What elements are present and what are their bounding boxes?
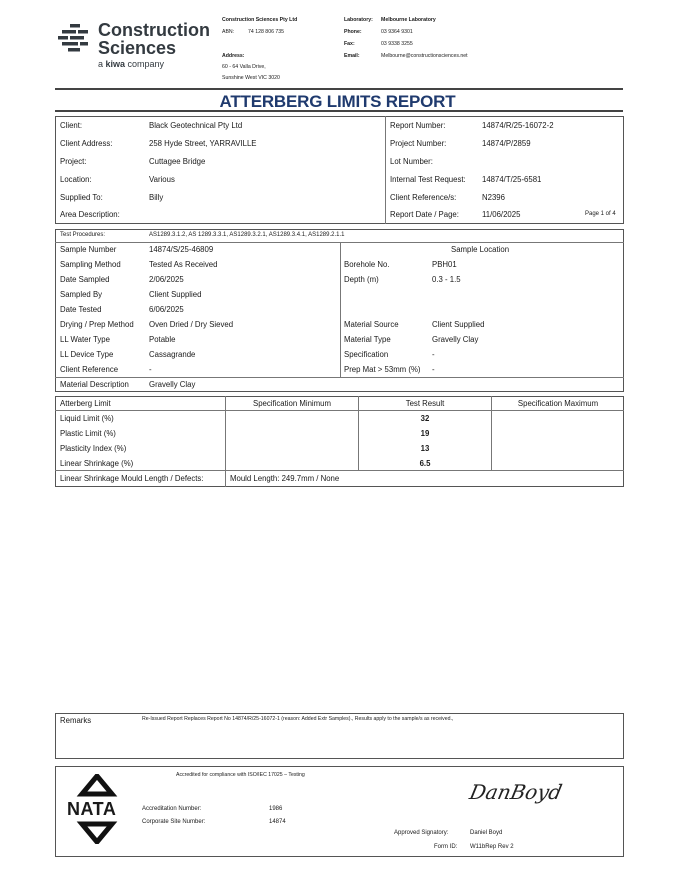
client-value: Black Geotechnical Pty Ltd [149,121,243,130]
lot-number-label: Lot Number: [390,157,433,166]
form-id-value: W11bRep Rev 2 [470,844,514,850]
construction-sciences-logo-icon [58,22,94,56]
location-field-label: Specification [344,350,389,359]
email-value[interactable]: Melbourne@constructionsciences.net [381,53,468,59]
sample-field-value: Cassagrande [149,350,196,359]
results-header-max: Specification Maximum [517,399,599,408]
project-number-label: Project Number: [390,139,447,148]
client-reference-value: N2396 [482,193,505,202]
phone-value: 03 9364 9301 [381,29,413,35]
sample-field-value: Potable [149,335,176,344]
sample-field-label: Date Tested [60,305,102,314]
project-number-value: 14874/P/2859 [482,139,531,148]
client-reference-label: Client Reference/s: [390,193,457,202]
laboratory-label: Laboratory: [344,17,373,23]
test-procedures-value: AS1289.3.1.2, AS 1289.3.3.1, AS1289.3.2.1, AS1289.3.4.1, AS1289.2.1.1 [149,232,345,238]
location-field-value: - [432,350,435,359]
sample-field-label: LL Water Type [60,335,110,344]
form-id-label: Form ID: [434,844,458,850]
supplied-to-label: Supplied To: [60,193,103,202]
page-indicator: Page 1 of 4 [585,211,616,217]
logo-name-line2: Sciences [98,38,177,58]
supplied-to-value: Billy [149,193,164,202]
location-field-value: Client Supplied [432,320,485,329]
location-field-label: Depth (m) [344,275,379,284]
corporate-site-label: Corporate Site Number: [142,819,206,825]
client-address-value: 258 Hyde Street, YARRAVILLE [149,139,257,148]
sample-field-value: - [149,365,152,374]
area-description-label: Area Description: [60,210,120,219]
location-field-value: PBH01 [432,260,457,269]
report-date-value: 11/06/2025 [482,210,521,219]
result-test-value: 19 [420,429,430,438]
sample-field-value: Tested As Received [149,260,218,269]
company-legal-name: Construction Sciences Pty Ltd [222,17,298,23]
client-info-box [55,116,624,224]
test-procedures-label: Test Procedures: [60,232,106,238]
report-title: ATTERBERG LIMITS REPORT [219,92,456,111]
result-test-value: 6.5 [419,459,431,468]
report-number-value: 14874/R/25-16072-2 [482,121,554,130]
client-info-divider [385,116,386,224]
project-value: Cuttagee Bridge [149,157,206,166]
logo-tagline: a kiwa company [98,59,165,69]
sample-field-label: Date Sampled [60,275,110,284]
results-mould-divider [225,470,226,487]
result-test-value: 32 [420,414,430,423]
report-number-label: Report Number: [390,121,446,130]
sample-box-divider [340,242,341,377]
result-limit-name: Plasticity Index (%) [60,444,127,453]
result-limit-name: Plastic Limit (%) [60,429,116,438]
nata-logo [64,774,130,844]
approved-signatory-label: Approved Signatory: [394,830,449,836]
abn-value: 74 128 806 735 [248,29,285,35]
logo-name-line1: Construction [98,20,210,40]
abn-label: ABN: [222,29,235,35]
client-address-label: Client Address: [60,139,113,148]
sample-field-value: Gravelly Clay [149,380,196,389]
report-date-label: Report Date / Page: [390,210,459,219]
sample-field-label: Material Description [60,380,129,389]
address-label: Address: [222,53,245,59]
accreditation-number-value: 1986 [269,806,283,812]
sample-box-rule2 [55,377,624,378]
company-logo [58,20,218,75]
phone-label: Phone: [344,29,362,35]
location-field-label: Borehole No. [344,260,390,269]
location-field-label: Prep Mat > 53mm (%) [344,365,421,374]
sample-field-value: 2/06/2025 [149,275,184,284]
location-field-label: Material Type [344,335,391,344]
client-label: Client: [60,121,83,130]
accreditation-statement: Accredited for compliance with ISO/IEC 17025 – Testing [176,772,305,778]
address-line2: Sunshine West VIC 3020 [222,75,280,81]
fax-value: 03 9338 3255 [381,41,413,47]
corporate-site-value: 14874 [269,819,286,825]
email-label: Email: [344,53,360,59]
results-header-result: Test Result [405,399,445,408]
sample-location-heading: Sample Location [451,245,510,254]
sample-field-value: Oven Dried / Dry Sieved [149,320,234,329]
project-label: Project: [60,157,87,166]
address-line1: 60 - 64 Valla Drive, [222,64,266,70]
sample-field-value: 14874/S/25-46809 [149,245,214,254]
results-header-min: Specification Minimum [253,399,331,408]
remarks-label: Remarks [60,716,92,725]
result-limit-name: Liquid Limit (%) [60,414,114,423]
sample-field-label: Sample Number [60,245,117,254]
sample-field-label: LL Device Type [60,350,114,359]
location-field-value: 0.3 - 1.5 [432,275,461,284]
sample-field-label: Drying / Prep Method [60,320,134,329]
internal-test-request-label: Internal Test Request: [390,175,466,184]
title-rule-top [55,88,623,90]
location-field-value: Gravelly Clay [432,335,479,344]
results-mould-rule [55,470,624,471]
sample-field-value: 6/06/2025 [149,305,184,314]
laboratory-value: Melbourne Laboratory [381,17,436,23]
fax-label: Fax: [344,41,355,47]
sample-field-label: Client Reference [60,365,119,374]
location-label: Location: [60,175,92,184]
mould-value: Mould Length: 249.7mm / None [230,474,340,483]
signature-image: DanBoyd [467,780,565,804]
sample-field-value: Client Supplied [149,290,202,299]
approved-signatory-value: Daniel Boyd [470,830,503,836]
remarks-text: Re-Issued Report Replaces Report No 14874/R/25-16072-1 (reason: Added Extr Samples)., Results apply to the sample/s as received., [142,716,454,722]
result-test-value: 13 [420,444,430,453]
nata-text: NATA [67,799,117,819]
location-field-label: Material Source [344,320,399,329]
results-header-limit: Atterberg Limit [60,399,111,408]
location-field-value: - [432,365,435,374]
accreditation-number-label: Accreditation Number: [142,806,202,812]
sample-field-label: Sampled By [60,290,103,299]
internal-test-request-value: 14874/T/25-6581 [482,175,542,184]
sample-field-label: Sampling Method [60,260,121,269]
mould-label: Linear Shrinkage Mould Length / Defects: [60,474,204,483]
results-header-rule [55,410,624,411]
location-value: Various [149,175,175,184]
result-limit-name: Linear Shrinkage (%) [60,459,134,468]
title-rule-bottom [55,110,623,112]
